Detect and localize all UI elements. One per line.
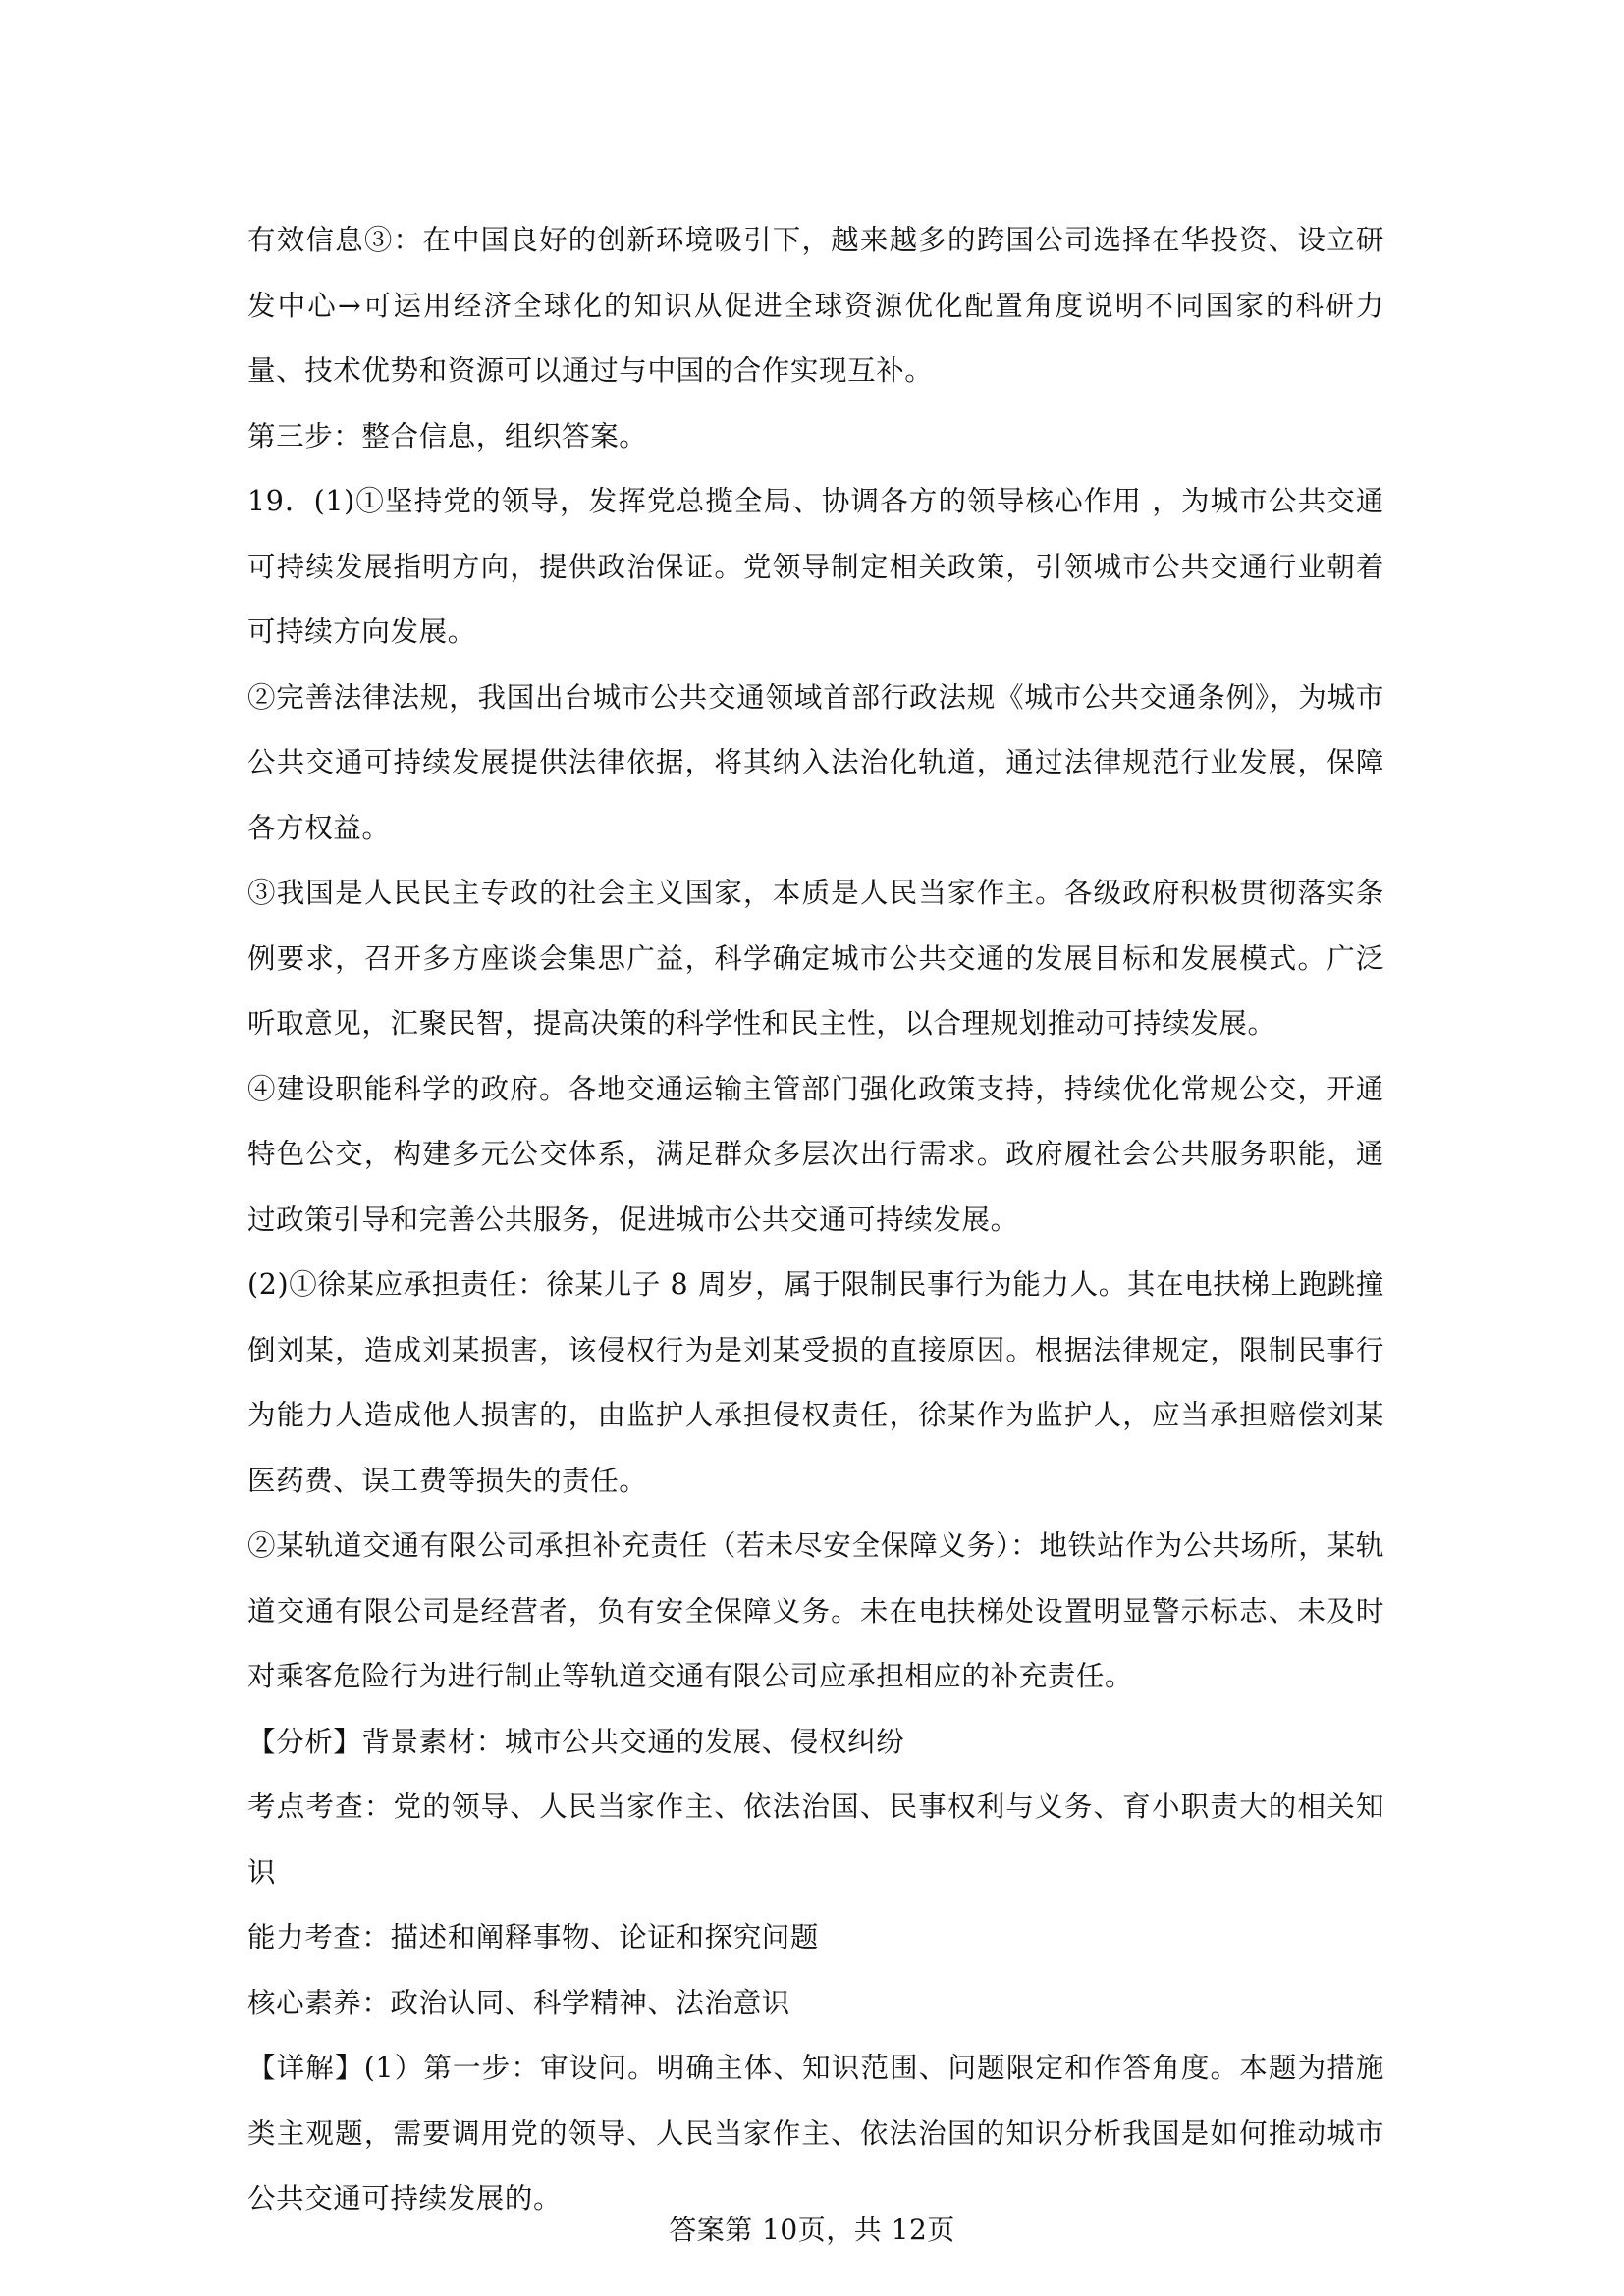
paragraph-ability: 能力考查：描述和阐释事物、论证和探究问题	[247, 1921, 820, 1953]
paragraph-analysis: 【分析】背景素材：城市公共交通的发展、侵权纠纷	[247, 1725, 905, 1758]
paragraph-step-3: 第三步：整合信息，组织答案。	[247, 419, 648, 453]
answer-content	[247, 208, 1384, 2232]
paragraph-core-literacy: 核心素养：政治认同、科学精神、法治意识	[247, 1986, 790, 2019]
paragraph-knowledge-points: 考点考查：党的领导、人民当家作主、依法治国、民事权利与义务、育小职责大的相关知识	[247, 1790, 1384, 1889]
paragraph-q19-1-point-1: 19．(1)①坚持党的领导，发挥党总揽全局、协调各方的领导核心作用 ，为城市公共交通可持续发展指明方向，提供政治保证。党领导制定相关政策，引领城市公共交通行业朝着可持续方向发展。	[247, 485, 1384, 648]
paragraph-info-3: 有效信息③：在中国良好的创新环境吸引下，越来越多的跨国公司选择在华投资、设立研发中心→可运用经济全球化的知识从促进全球资源优化配置角度说明不同国家的科研力量、技术优势和资源可以通过与中国的合作实现互补。	[247, 224, 1384, 387]
paragraph-q19-2-point-1: (2)①徐某应承担责任：徐某儿子 8 周岁，属于限制民事行为能力人。其在电扶梯上跑跳撞倒刘某，造成刘某损害，该侵权行为是刘某受损的直接原因。根据法律规定，限制民事行为能力人造成他人损害的，由监护人承担侵权责任，徐某作为监护人，应当承担赔偿刘某医药费、误工费等损失的责任。	[247, 1268, 1384, 1497]
paragraph-q19-1-point-4: ④建设职能科学的政府。各地交通运输主管部门强化政策支持，持续优化常规公交，开通特色公交，构建多元公交体系，满足群众多层次出行需求。政府履社会公共服务职能，通过政策引导和完善公共服务，促进城市公共交通可持续发展。	[247, 1072, 1384, 1236]
paragraph-q19-1-point-3: ③我国是人民民主专政的社会主义国家，本质是人民当家作主。各级政府积极贯彻落实条例要求，召开多方座谈会集思广益，科学确定城市公共交通的发展目标和发展模式。广泛听取意见，汇聚民智，提高决策的科学性和民主性，以合理规划推动可持续发展。	[247, 877, 1384, 1040]
paragraph-q19-1-point-2: ②完善法律法规，我国出台城市公共交通领域首部行政法规《城市公共交通条例》，为城市公共交通可持续发展提供法律依据，将其纳入法治化轨道，通过法律规范行业发展，保障各方权益。	[247, 680, 1384, 844]
paragraph-detailed-explanation: 【详解】(1）第一步：审设问。明确主体、知识范围、问题限定和作答角度。本题为措施类主观题，需要调用党的领导、人民当家作主、依法治国的知识分析我国是如何推动城市公共交通可持续发展的。	[247, 2052, 1384, 2215]
paragraph-q19-2-point-2: ②某轨道交通有限公司承担补充责任（若未尽安全保障义务）：地铁站作为公共场所，某轨道交通有限公司是经营者，负有安全保障义务。未在电扶梯处设置明显警示标志、未及时对乘客危险行为进行制止等轨道交通有限公司应承担相应的补充责任。	[247, 1529, 1384, 1692]
page-footer: 答案第 10页，共 12页	[669, 2214, 955, 2246]
